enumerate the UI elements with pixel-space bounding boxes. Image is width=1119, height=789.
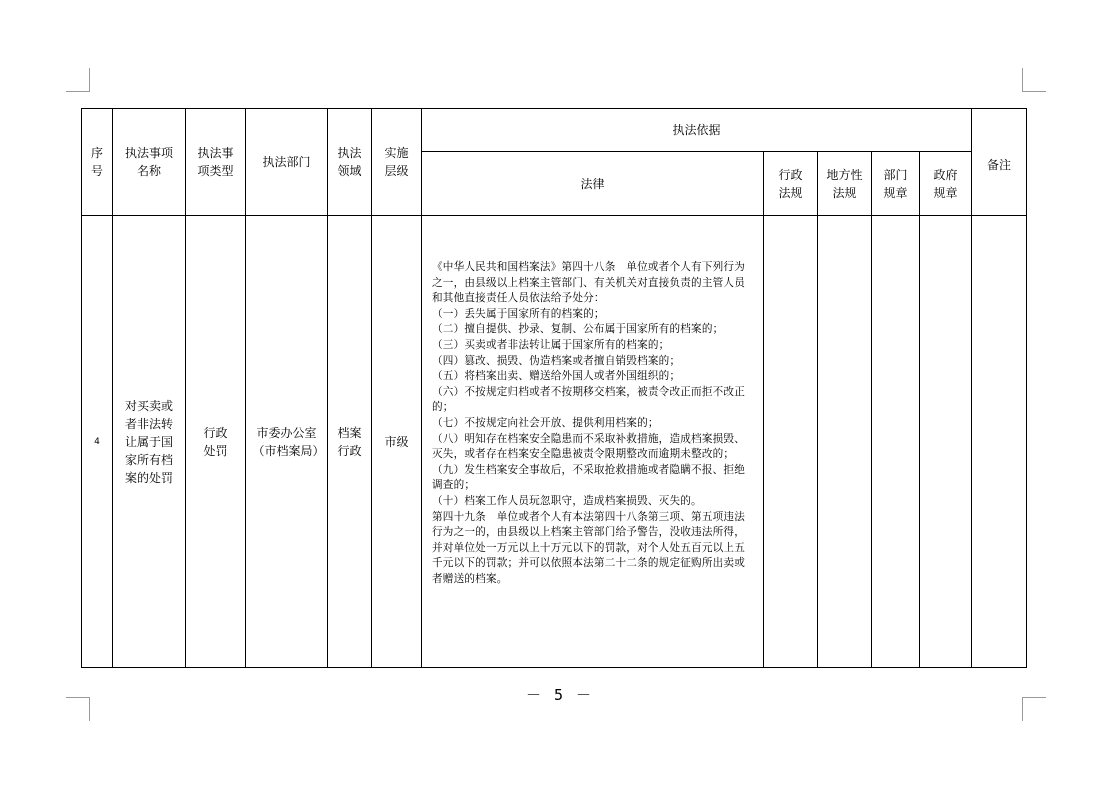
law-paragraph: （九）发生档案安全事故后，不采取抢救措施或者隐瞒不报、拒绝调查的； [432, 463, 746, 492]
law-paragraph: （一）丢失属于国家所有的档案的； [432, 307, 605, 320]
crop-mark-top-left-v [89, 68, 90, 92]
cell-local-regulation [818, 216, 872, 668]
header-level: 实施层级 [372, 109, 422, 216]
cell-department: 市委办公室（市档案局） [246, 216, 328, 668]
law-paragraph: 《中华人民共和国档案法》第四十八条 单位或者个人有下列行为之一，由县级以上档案主管部门、有关机关对直接负责的主管人员和其他直接责任人员依法给予处分： [432, 261, 746, 305]
cell-dept-rule [872, 216, 920, 668]
enforcement-table [81, 108, 1027, 668]
header-department: 执法部门 [246, 109, 328, 216]
law-paragraph: （五）将档案出卖、赠送给外国人或者外国组织的； [432, 370, 681, 383]
law-paragraph: （八）明知存在档案安全隐患而不采取补救措施，造成档案损毁、灭失，或者存在档案安全隐患被责令限期整改而逾期未整改的； [432, 432, 746, 461]
header-gov-rule: 政府规章 [920, 152, 972, 216]
crop-mark-top-right-h [1022, 91, 1046, 92]
header-local-regulation: 地方性法规 [818, 152, 872, 216]
header-field: 执法领域 [328, 109, 372, 216]
law-paragraph: 第四十九条 单位或者个人有本法第四十八条第三项、第五项违法行为之一的，由县级以上档案主管部门给予警告，没收违法所得，并对单位处一万元以上十万元以下的罚款，对个人处五百元以上五千元以下的罚款；并可以依照本法第二十二条的规定征购所出卖或者赠送的档案。 [432, 510, 746, 585]
cell-item-type: 行政处罚 [186, 216, 246, 668]
cell-level: 市级 [372, 216, 422, 668]
law-paragraph: （七）不按规定向社会开放、提供利用档案的； [432, 416, 659, 429]
header-item-type: 执法事项类型 [186, 109, 246, 216]
page-number: － 5 － [525, 686, 594, 704]
header-item-name: 执法事项名称 [113, 109, 186, 216]
law-paragraph: （四）篡改、损毁、伪造档案或者擅自销毁档案的； [432, 354, 681, 367]
header-seq: 序号 [82, 109, 113, 216]
header-basis: 执法依据 [422, 109, 972, 152]
cell-remark [972, 216, 1027, 668]
law-paragraph: （六）不按规定归档或者不按期移交档案，被责令改正而拒不改正的； [432, 385, 746, 414]
crop-mark-top-left-h [66, 91, 90, 92]
law-paragraph: （三）买卖或者非法转让属于国家所有的档案的； [432, 338, 670, 351]
table-row [82, 216, 1027, 668]
cell-law [422, 216, 764, 668]
crop-mark-top-right-v [1022, 68, 1023, 92]
cell-gov-rule [920, 216, 972, 668]
header-law: 法律 [422, 152, 764, 216]
cell-seq: 4 [82, 216, 113, 668]
cell-field: 档案行政 [328, 216, 372, 668]
law-paragraph: （十）档案工作人员玩忽职守，造成档案损毁、灭失的。 [432, 494, 702, 507]
header-dept-rule: 部门规章 [872, 152, 920, 216]
cell-item-name: 对买卖或者非法转让属于国家所有档案的处罚 [113, 216, 186, 668]
header-remark: 备注 [972, 109, 1027, 216]
header-admin-regulation: 行政法规 [764, 152, 818, 216]
law-paragraph: （二）擅自提供、抄录、复制、公布属于国家所有的档案的； [432, 323, 724, 336]
cell-admin-regulation [764, 216, 818, 668]
